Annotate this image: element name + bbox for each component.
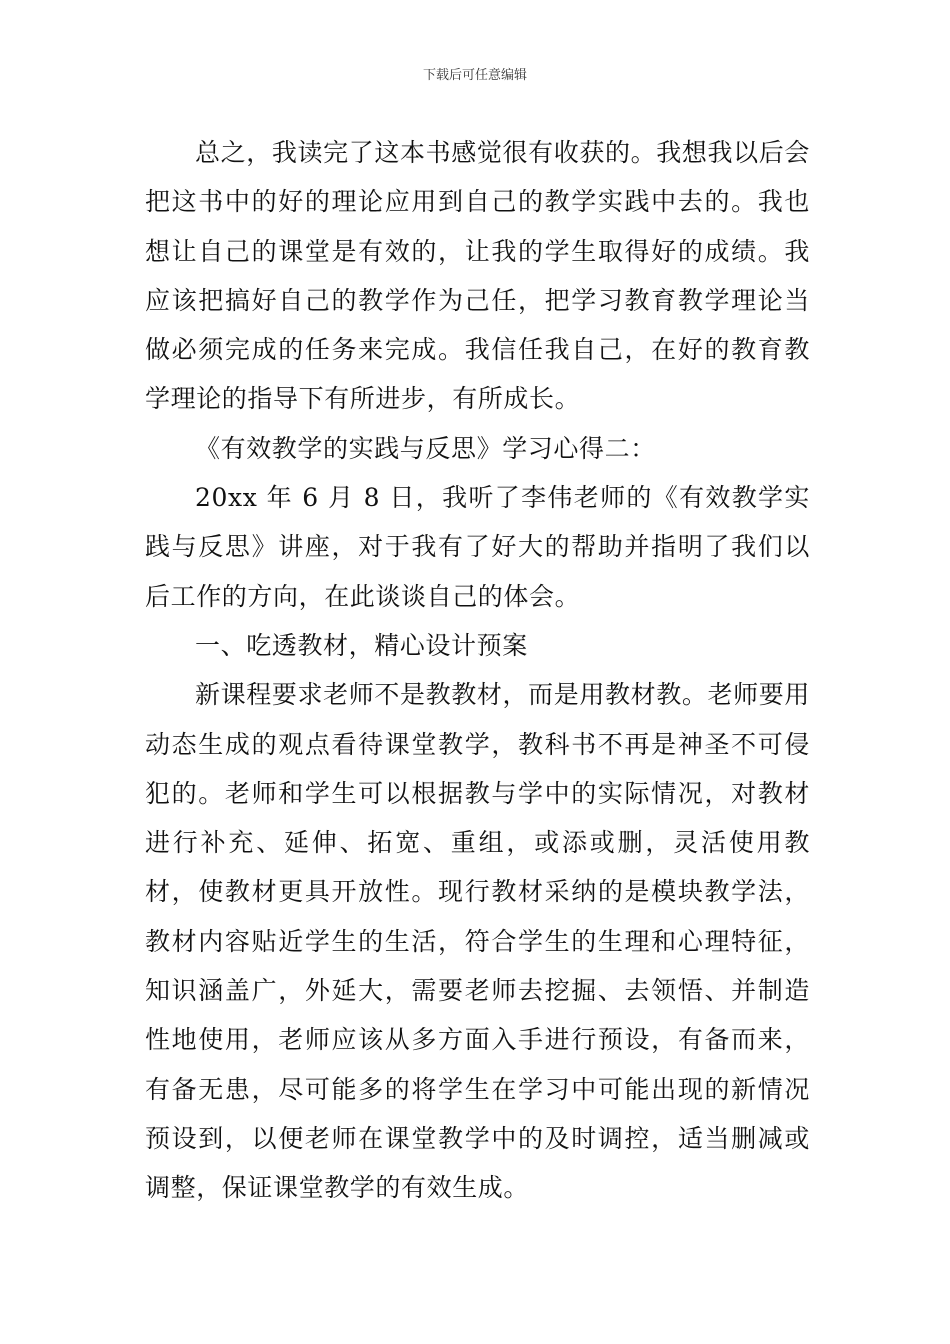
paragraph-conclusion: 总之，我读完了这本书感觉很有收获的。我想我以后会把这书中的好的理论应用到自己的教学实践中去的。我也想让自己的课堂是有效的，让我的学生取得好的成绩。我应该把搞好自己的教学作为己任，把学习教育教学理论当做必须完成的任务来完成。我信任我自己，在好的教育教学理论的指导下有所进步，有所成长。 [145,138,810,414]
document-body [145,128,810,1213]
paragraph-curriculum: 新课程要求老师不是教教材，而是用教材教。老师要用动态生成的观点看待课堂教学，教科书不再是神圣不可侵犯的。老师和学生可以根据教与学中的实际情况，对教材进行补充、延伸、拓宽、重组，或添或删，灵活使用教材，使教材更具开放性。现行教材采纳的是模块教学法，教材内容贴近学生的生活，符合学生的生理和心理特征，知识涵盖广，外延大，需要老师去挖掘、去领悟、并制造性地使用，老师应该从多方面入手进行预设，有备而来，有备无患，尽可能多的将学生在学习中可能出现的新情况预设到，以便老师在课堂教学中的及时调控，适当删减或调整，保证课堂教学的有效生成。 [145,680,810,1203]
paragraph-lecture: 20xx 年 6 月 8 日，我听了李伟老师的《有效教学实践与反思》讲座，对于我有了好大的帮助并指明了我们以后工作的方向，在此谈谈自己的体会。 [145,483,810,611]
subheading-textbook: 一、吃透教材，精心设计预案 [195,630,528,660]
page-header-note: 下载后可任意编辑 [422,68,527,83]
section-title: 《有效教学的实践与反思》学习心得二： [195,433,656,463]
